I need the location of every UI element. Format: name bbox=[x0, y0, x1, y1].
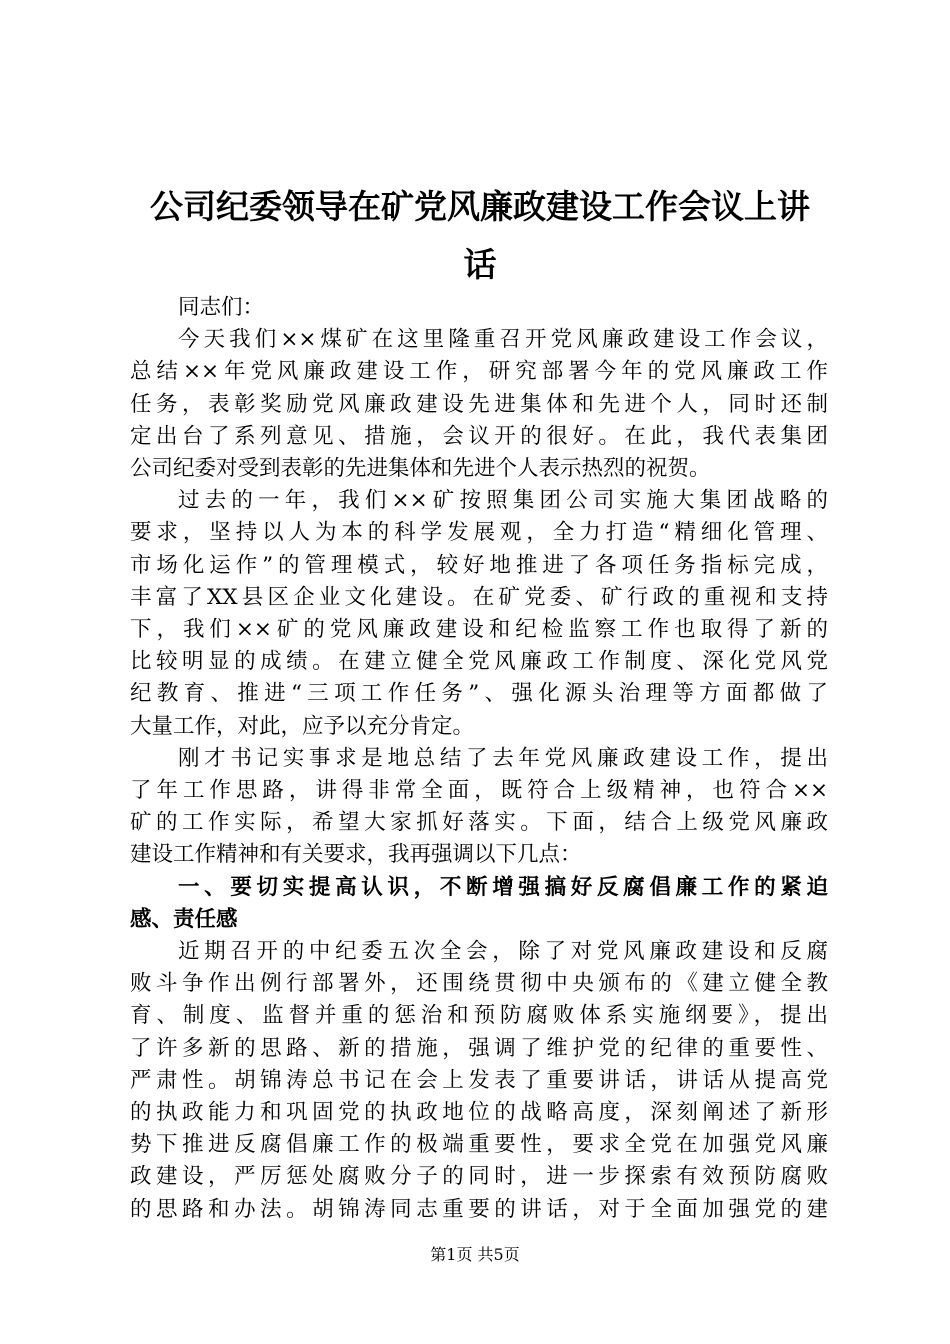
text-line: 定出台了系列意见、措施，会议开的很好。在此，我代表集团 bbox=[130, 423, 828, 449]
text-line: 势下推进反腐倡廉工作的极端重要性，要求全党在加强党风廉 bbox=[130, 1132, 828, 1158]
title-line: 公司纪委领导在矿党风廉政建设工作会议上讲 bbox=[150, 187, 810, 226]
text-line: 同志们： bbox=[178, 295, 265, 320]
greeting bbox=[130, 292, 828, 324]
text-line: 丰富了XX县区企业文化建设。在矿党委、矿行政的重视和支持 bbox=[130, 584, 828, 610]
text-line: 近期召开的中纪委五次全会，除了对党风廉政建设和反腐 bbox=[178, 939, 828, 965]
text-line: 刚才书记实事求是地总结了去年党风廉政建设工作，提出 bbox=[178, 745, 828, 771]
document-title bbox=[120, 178, 840, 294]
text-line: 比较明显的成绩。在建立健全党风廉政工作制度、深化党风党 bbox=[130, 649, 828, 675]
document-body bbox=[130, 292, 828, 1226]
text-line: 严肃性。胡锦涛总书记在会上发表了重要讲话，讲话从提高党 bbox=[130, 1067, 828, 1093]
heading-line: 感、责任感 bbox=[130, 906, 238, 932]
text-line: 任务，表彰奖励党风廉政建设先进集体和先进个人，同时还制 bbox=[130, 391, 828, 417]
text-line: 了年工作思路，讲得非常全面，既符合上级精神，也符合×× bbox=[130, 778, 828, 804]
paragraph bbox=[130, 936, 828, 1226]
paragraph bbox=[130, 743, 828, 872]
text-line: 矿的工作实际，希望大家抓好落实。下面，结合上级党风廉政 bbox=[130, 810, 828, 836]
text-line: 育、制度、监督并重的惩治和预防腐败体系实施纲要》，提出 bbox=[130, 1003, 828, 1029]
text-line: 市场化运作”的管理模式，较好地推进了各项任务指标完成， bbox=[130, 552, 828, 578]
section-heading bbox=[130, 872, 828, 936]
page-number: 第1页 共5页 bbox=[430, 1245, 520, 1264]
text-line: 今天我们××煤矿在这里隆重召开党风廉政建设工作会议， bbox=[178, 327, 828, 353]
heading-line: 一、要切实提高认识，不断增强搞好反腐倡廉工作的紧迫 bbox=[178, 874, 828, 900]
text-line: 政建设，严厉惩处腐败分子的同时，进一步探索有效预防腐败 bbox=[130, 1164, 828, 1190]
paragraph bbox=[130, 485, 828, 743]
text-line: 总结××年党风廉政建设工作，研究部署今年的党风廉政工作 bbox=[130, 359, 828, 385]
title-line: 话 bbox=[463, 245, 497, 284]
text-line: 的执政能力和巩固党的执政地位的战略高度，深刻阐述了新形 bbox=[130, 1100, 828, 1126]
text-line: 要求，坚持以人为本的科学发展观，全力打造“精细化管理、 bbox=[130, 520, 828, 546]
paragraph bbox=[130, 324, 828, 485]
text-line: 败斗争作出例行部署外，还围绕贯彻中央颁布的《建立健全教 bbox=[130, 971, 828, 997]
text-line: 公司纪委对受到表彰的先进集体和先进个人表示热烈的祝贺。 bbox=[130, 456, 711, 482]
text-line: 了许多新的思路、新的措施，强调了维护党的纪律的重要性、 bbox=[130, 1035, 828, 1061]
text-line: 建设工作精神和有关要求，我再强调以下几点： bbox=[130, 842, 582, 868]
text-line: 的思路和办法。胡锦涛同志重要的讲话，对于全面加强党的建 bbox=[130, 1196, 828, 1222]
text-line: 过去的一年，我们××矿按照集团公司实施大集团战略的 bbox=[178, 488, 828, 514]
text-line: 大量工作，对此，应予以充分肯定。 bbox=[130, 713, 475, 739]
text-line: 纪教育、推进“三项工作任务”、强化源头治理等方面都做了 bbox=[130, 681, 828, 707]
text-line: 下，我们××矿的党风廉政建设和纪检监察工作也取得了新的 bbox=[130, 617, 828, 643]
